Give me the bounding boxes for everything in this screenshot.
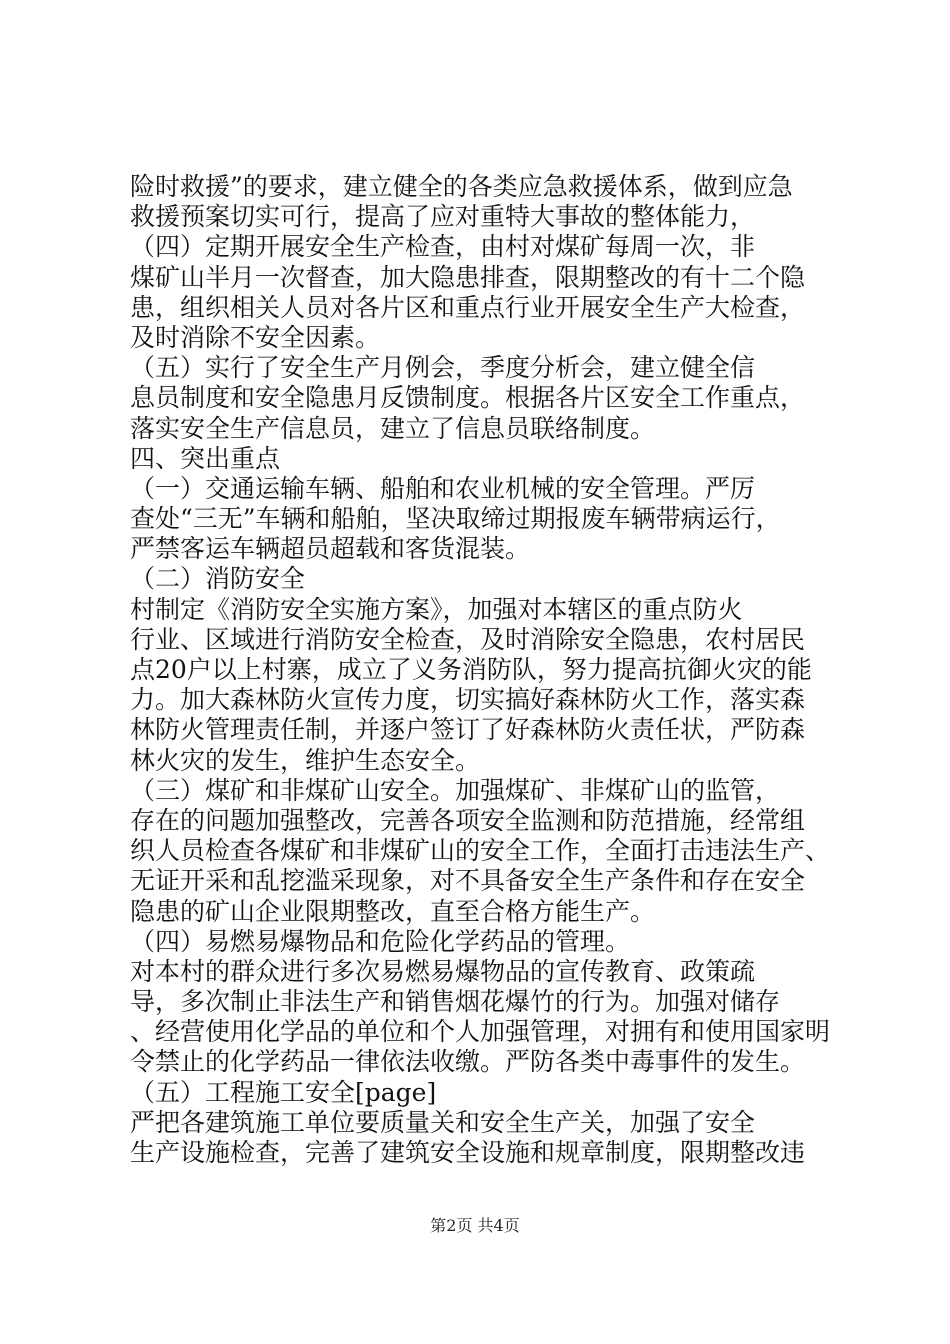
text-line: 、经营使用化学品的单位和个人加强管理，对拥有和使用国家明 [130, 1017, 831, 1047]
text-line: 生产设施检查，完善了建筑安全设施和规章制度，限期整改违 [130, 1138, 806, 1167]
text-line: 力。加大森林防火宣传力度，切实搞好森林防火工作，落实森 [130, 685, 806, 715]
text-line: 及时消除不安全因素。 [130, 322, 381, 352]
text-line: 落实安全生产信息员，建立了信息员联络制度。 [130, 413, 656, 443]
text-line: 导，多次制止非法生产和销售烟花爆竹的行为。加强对储存 [130, 987, 781, 1017]
text-line: （五）实行了安全生产月例会，季度分析会，建立健全信 [130, 353, 756, 383]
text-line: 患，组织相关人员对各片区和重点行业开展安全生产大检查， [130, 292, 806, 322]
text-line: 林防火管理责任制，并逐户签订了好森林防火责任状，严防森 [130, 715, 806, 745]
text-line: 严禁客运车辆超员超载和客货混装。 [130, 534, 531, 564]
text-line: 对本村的群众进行多次易燃易爆物品的宣传教育、政策疏 [130, 956, 756, 986]
text-line: （一）交通运输车辆、船舶和农业机械的安全管理。严厉 [130, 473, 756, 503]
text-line: 严把各建筑施工单位要质量关和安全生产关，加强了安全 [130, 1107, 756, 1137]
document-body [130, 172, 830, 1168]
page-number-label: 第2页 共4页 [430, 1216, 520, 1235]
text-line: 险时救援”的要求，建立健全的各类应急救援体系，做到应急 [130, 172, 793, 201]
text-line: （二）消防安全 [130, 564, 306, 594]
text-line: 无证开采和乱挖滥采现象，对不具备安全生产条件和存在安全 [130, 866, 806, 896]
text-line: 救援预案切实可行，提高了应对重特大事故的整体能力， [130, 202, 756, 232]
section-heading: 四、突出重点 [130, 443, 281, 473]
text-line: 查处“三无”车辆和船舶，坚决取缔过期报废车辆带病运行， [130, 504, 781, 534]
text-line: （五）工程施工安全[page] [130, 1077, 437, 1107]
page-footer [0, 1213, 950, 1236]
text-line: 织人员检查各煤矿和非煤矿山的安全工作，全面打击违法生产、 [130, 836, 831, 866]
text-line: 村制定《消防安全实施方案》，加强对本辖区的重点防火 [130, 594, 743, 624]
text-line: 煤矿山半月一次督查，加大隐患排查，限期整改的有十二个隐 [130, 262, 806, 292]
text-line: 林火灾的发生，维护生态安全。 [130, 745, 481, 775]
text-line: 息员制度和安全隐患月反馈制度。根据各片区安全工作重点， [130, 383, 806, 413]
text-line: 行业、区域进行消防安全检查，及时消除安全隐患，农村居民 [130, 624, 806, 654]
text-line: 点20户以上村寨，成立了义务消防队，努力提高抗御火灾的能 [130, 655, 812, 684]
text-line: （三）煤矿和非煤矿山安全。加强煤矿、非煤矿山的监管， [130, 775, 781, 805]
text-line: （四）定期开展安全生产检查，由村对煤矿每周一次，非 [130, 232, 756, 262]
text-line: 存在的问题加强整改，完善各项安全监测和防范措施，经常组 [130, 805, 806, 835]
text-line: （四）易燃易爆物品和危险化学药品的管理。 [130, 926, 631, 956]
text-line: 令禁止的化学药品一律依法收缴。严防各类中毒事件的发生。 [130, 1047, 806, 1077]
text-line: 隐患的矿山企业限期整改，直至合格方能生产。 [130, 896, 656, 926]
